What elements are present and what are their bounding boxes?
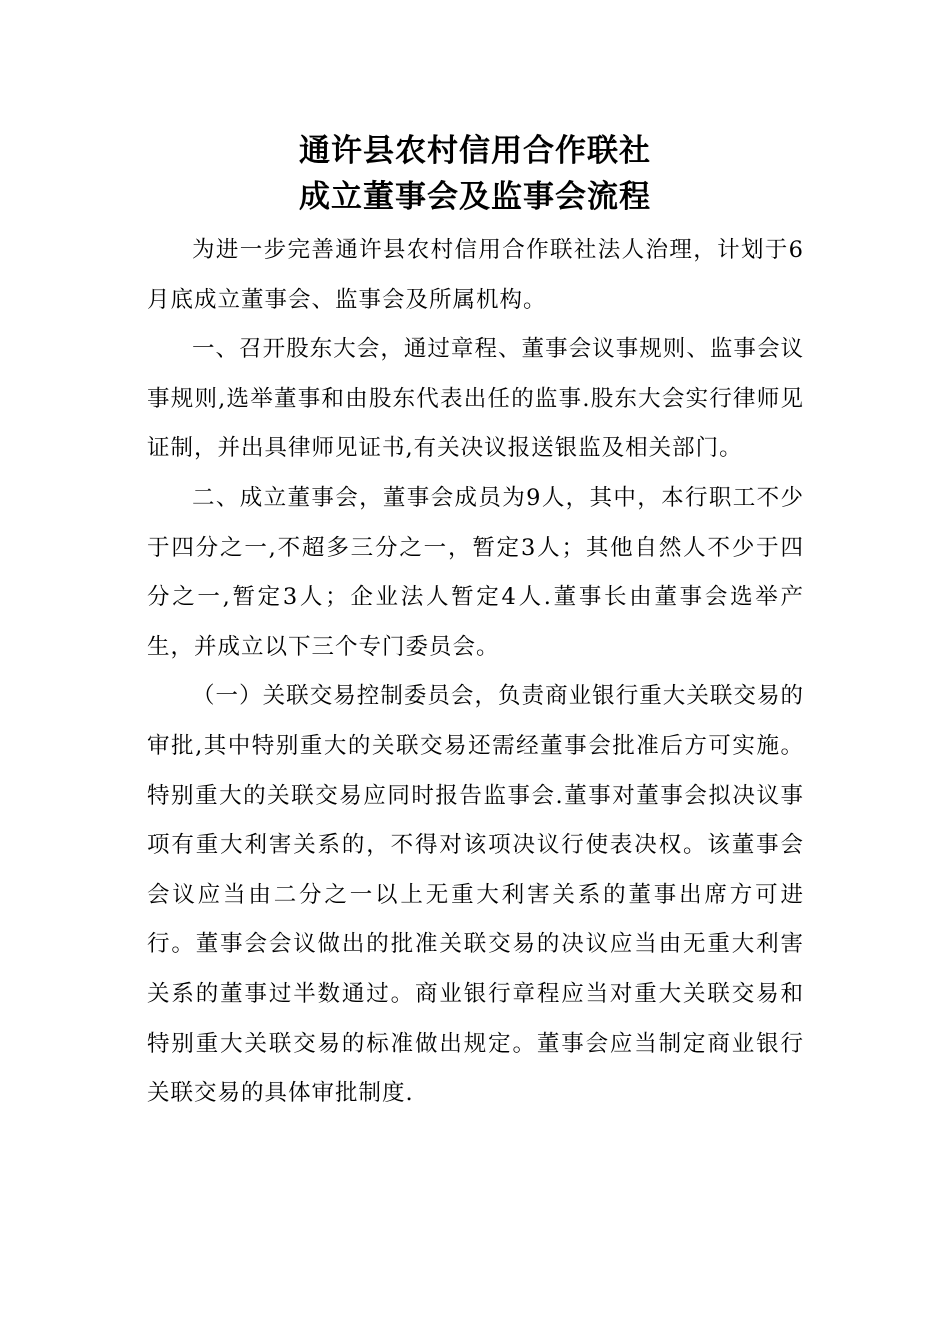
- paragraph-board-establishment: 二、成立董事会，董事会成员为9人，其中，本行职工不少于四分之一,不超多三分之一，暂定3人；其他自然人不少于四分之一,暂定3人；企业法人暂定4人.董事长由董事会选举产生，并成立以下三个专门委员会。: [147, 484, 804, 660]
- title-line-2: 成立董事会及监事会流程: [299, 179, 651, 215]
- document-title: [0, 128, 950, 220]
- document-body: [147, 226, 804, 1119]
- paragraph-intro: 为进一步完善通许县农村信用合作联社法人治理，计划于6月底成立董事会、监事会及所属机构。: [147, 237, 804, 313]
- paragraph-shareholders-meeting: 一、召开股东大会，通过章程、董事会议事规则、监事会议事规则,选举董事和由股东代表出任的监事.股东大会实行律师见证制，并出具律师见证书,有关决议报送银监及相关部门。: [147, 336, 804, 462]
- paragraph-related-transactions-committee: （一）关联交易控制委员会，负责商业银行重大关联交易的审批,其中特别重大的关联交易还需经董事会批准后方可实施。特别重大的关联交易应同时报告监事会.董事对董事会拟决议事项有重大利害关系的，不得对该项决议行使表决权。该董事会会议应当由二分之一以上无重大利害关系的董事出席方可进行。董事会会议做出的批准关联交易的决议应当由无重大利害关系的董事过半数通过。商业银行章程应当对重大关联交易和特别重大关联交易的标准做出规定。董事会应当制定商业银行关联交易的具体审批制度.: [147, 683, 804, 1107]
- title-line-1: 通许县农村信用合作联社: [299, 133, 651, 169]
